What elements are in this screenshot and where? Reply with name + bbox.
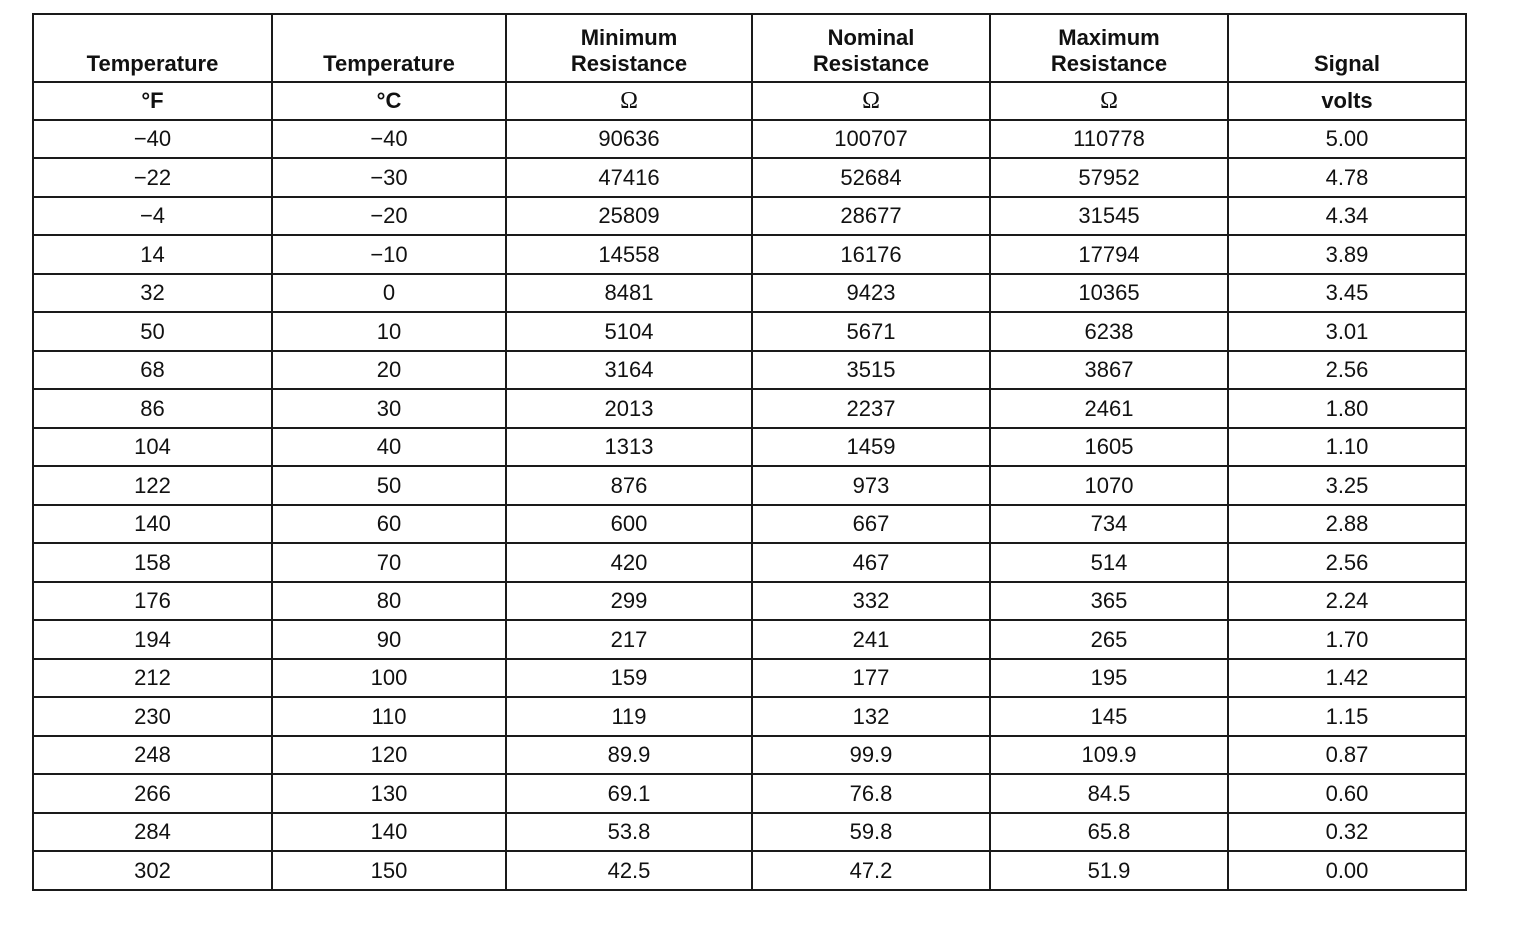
cell-temp-c: −10 [272,235,506,274]
cell-temp-f: 68 [33,351,272,389]
cell-max-resistance: 10365 [990,274,1228,312]
cell-temp-c: 50 [272,466,506,505]
cell-temp-f: 140 [33,505,272,543]
unit-volts: volts [1228,82,1466,120]
cell-min-resistance: 876 [506,466,752,505]
cell-max-resistance: 145 [990,697,1228,736]
header-line: Resistance [570,51,688,76]
cell-nominal-resistance: 59.8 [752,813,990,851]
cell-max-resistance: 109.9 [990,736,1228,774]
table-row [33,543,1466,582]
table-row [33,774,1466,813]
cell-signal: 0.60 [1228,774,1466,813]
cell-temp-f: 14 [33,235,272,274]
cell-temp-c: −30 [272,158,506,197]
cell-temp-f: 104 [33,428,272,466]
cell-temp-c: 70 [272,543,506,582]
cell-temp-c: 80 [272,582,506,620]
cell-signal: 1.80 [1228,389,1466,428]
cell-max-resistance: 3867 [990,351,1228,389]
cell-max-resistance: 110778 [990,120,1228,158]
table-row [33,659,1466,697]
cell-min-resistance: 5104 [506,312,752,351]
cell-nominal-resistance: 241 [752,620,990,659]
cell-temp-c: 120 [272,736,506,774]
header-line: Resistance [1050,51,1168,76]
cell-max-resistance: 2461 [990,389,1228,428]
cell-nominal-resistance: 47.2 [752,851,990,890]
cell-nominal-resistance: 132 [752,697,990,736]
cell-temp-f: −4 [33,197,272,235]
cell-temp-f: 212 [33,659,272,697]
cell-temp-f: 86 [33,389,272,428]
cell-signal: 2.88 [1228,505,1466,543]
cell-nominal-resistance: 177 [752,659,990,697]
cell-max-resistance: 734 [990,505,1228,543]
cell-max-resistance: 84.5 [990,774,1228,813]
cell-temp-c: 90 [272,620,506,659]
header-line: Minimum [580,25,678,50]
cell-temp-f: 158 [33,543,272,582]
cell-temp-c: 30 [272,389,506,428]
cell-nominal-resistance: 52684 [752,158,990,197]
cell-temp-f: −40 [33,120,272,158]
cell-min-resistance: 69.1 [506,774,752,813]
table-row [33,312,1466,351]
unit-fahrenheit: °F [33,82,272,120]
cell-min-resistance: 42.5 [506,851,752,890]
cell-temp-c: 130 [272,774,506,813]
table-body [33,120,1466,890]
cell-temp-f: 176 [33,582,272,620]
cell-signal: 3.25 [1228,466,1466,505]
cell-nominal-resistance: 9423 [752,274,990,312]
table-row [33,389,1466,428]
cell-signal: 2.56 [1228,351,1466,389]
cell-temp-f: −22 [33,158,272,197]
cell-max-resistance: 265 [990,620,1228,659]
cell-max-resistance: 51.9 [990,851,1228,890]
header-temperature-f [33,14,272,82]
header-minimum-resistance [506,14,752,82]
table-row [33,736,1466,774]
table-row [33,120,1466,158]
table-row [33,582,1466,620]
cell-min-resistance: 14558 [506,235,752,274]
cell-min-resistance: 90636 [506,120,752,158]
header-line: Temperature [86,51,219,76]
cell-temp-c: 40 [272,428,506,466]
cell-signal: 0.32 [1228,813,1466,851]
cell-temp-c: 0 [272,274,506,312]
cell-min-resistance: 47416 [506,158,752,197]
cell-temp-f: 32 [33,274,272,312]
cell-max-resistance: 514 [990,543,1228,582]
unit-ohm-min: Ω [506,82,752,120]
cell-signal: 3.01 [1228,312,1466,351]
cell-temp-c: 140 [272,813,506,851]
cell-max-resistance: 195 [990,659,1228,697]
cell-temp-c: 10 [272,312,506,351]
cell-signal: 1.10 [1228,428,1466,466]
cell-temp-c: 110 [272,697,506,736]
cell-nominal-resistance: 332 [752,582,990,620]
unit-celsius: °C [272,82,506,120]
cell-max-resistance: 365 [990,582,1228,620]
table-row [33,351,1466,389]
table-row [33,197,1466,235]
table-row [33,505,1466,543]
temperature-resistance-table [32,13,1467,891]
cell-min-resistance: 89.9 [506,736,752,774]
cell-min-resistance: 53.8 [506,813,752,851]
table-row [33,620,1466,659]
cell-min-resistance: 25809 [506,197,752,235]
cell-temp-f: 248 [33,736,272,774]
cell-nominal-resistance: 16176 [752,235,990,274]
table-row [33,697,1466,736]
cell-min-resistance: 3164 [506,351,752,389]
cell-signal: 1.70 [1228,620,1466,659]
cell-temp-f: 194 [33,620,272,659]
cell-signal: 1.42 [1228,659,1466,697]
cell-signal: 2.56 [1228,543,1466,582]
cell-temp-c: 20 [272,351,506,389]
cell-temp-f: 284 [33,813,272,851]
table-row [33,466,1466,505]
table-row [33,813,1466,851]
cell-temp-f: 230 [33,697,272,736]
cell-signal: 2.24 [1228,582,1466,620]
cell-max-resistance: 6238 [990,312,1228,351]
cell-nominal-resistance: 5671 [752,312,990,351]
unit-ohm-max: Ω [990,82,1228,120]
cell-temp-f: 122 [33,466,272,505]
header-line: Resistance [812,51,930,76]
cell-max-resistance: 65.8 [990,813,1228,851]
table-row [33,851,1466,890]
cell-nominal-resistance: 3515 [752,351,990,389]
cell-temp-f: 302 [33,851,272,890]
cell-temp-c: −20 [272,197,506,235]
cell-temp-f: 266 [33,774,272,813]
cell-max-resistance: 31545 [990,197,1228,235]
cell-max-resistance: 57952 [990,158,1228,197]
column-header-row [33,14,1466,82]
header-nominal-resistance [752,14,990,82]
cell-signal: 0.87 [1228,736,1466,774]
cell-min-resistance: 299 [506,582,752,620]
table-row [33,235,1466,274]
cell-signal: 1.15 [1228,697,1466,736]
unit-row [33,82,1466,120]
unit-ohm-nominal: Ω [752,82,990,120]
cell-nominal-resistance: 973 [752,466,990,505]
cell-nominal-resistance: 100707 [752,120,990,158]
cell-max-resistance: 17794 [990,235,1228,274]
cell-nominal-resistance: 667 [752,505,990,543]
cell-signal: 4.78 [1228,158,1466,197]
cell-temp-c: 150 [272,851,506,890]
header-line: Temperature [323,51,455,76]
cell-min-resistance: 1313 [506,428,752,466]
cell-min-resistance: 217 [506,620,752,659]
cell-temp-c: 100 [272,659,506,697]
cell-min-resistance: 159 [506,659,752,697]
cell-temp-f: 50 [33,312,272,351]
cell-nominal-resistance: 467 [752,543,990,582]
cell-min-resistance: 8481 [506,274,752,312]
cell-nominal-resistance: 76.8 [752,774,990,813]
header-line: Maximum [1058,25,1160,50]
cell-min-resistance: 420 [506,543,752,582]
table-row [33,274,1466,312]
cell-max-resistance: 1605 [990,428,1228,466]
header-maximum-resistance [990,14,1228,82]
table-row [33,428,1466,466]
cell-signal: 0.00 [1228,851,1466,890]
cell-min-resistance: 119 [506,697,752,736]
table-row [33,158,1466,197]
cell-nominal-resistance: 99.9 [752,736,990,774]
cell-nominal-resistance: 28677 [752,197,990,235]
cell-nominal-resistance: 1459 [752,428,990,466]
header-line: Nominal [827,25,915,50]
cell-temp-c: 60 [272,505,506,543]
header-signal [1228,14,1466,82]
cell-max-resistance: 1070 [990,466,1228,505]
cell-min-resistance: 600 [506,505,752,543]
cell-temp-c: −40 [272,120,506,158]
cell-nominal-resistance: 2237 [752,389,990,428]
header-temperature-c [272,14,506,82]
cell-min-resistance: 2013 [506,389,752,428]
cell-signal: 3.45 [1228,274,1466,312]
cell-signal: 3.89 [1228,235,1466,274]
cell-signal: 4.34 [1228,197,1466,235]
header-line: Signal [1313,51,1380,76]
cell-signal: 5.00 [1228,120,1466,158]
